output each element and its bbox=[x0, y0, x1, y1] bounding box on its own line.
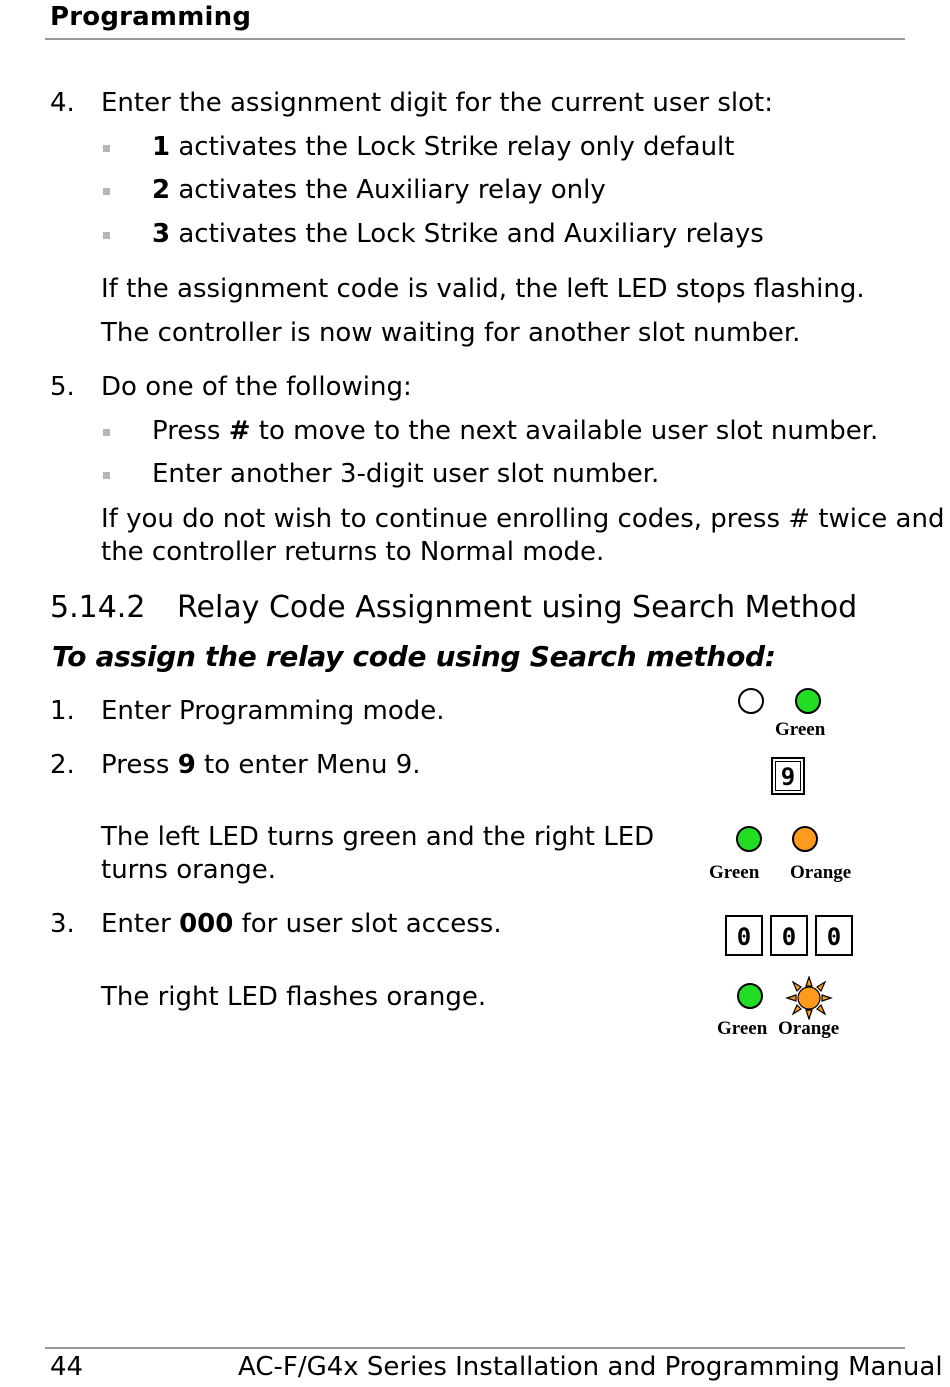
led-label: Green bbox=[775, 719, 826, 740]
led-flashing-orange-icon bbox=[784, 976, 834, 1020]
step-number: 1. bbox=[50, 696, 75, 726]
section-number: 5.14.2 bbox=[50, 590, 146, 625]
led-label: Green bbox=[717, 1018, 768, 1039]
keypad-key-icon: 0 bbox=[770, 915, 808, 956]
step-note: turns orange. bbox=[101, 855, 276, 885]
footer-rule bbox=[45, 1347, 905, 1349]
led-label: Orange bbox=[790, 862, 852, 883]
step-text: Press 9 to enter Menu 9. bbox=[101, 750, 421, 780]
page-number: 44 bbox=[50, 1352, 84, 1382]
step-note: The left LED turns green and the right LED bbox=[101, 822, 655, 852]
header-rule bbox=[45, 38, 905, 40]
bullet-marker bbox=[103, 472, 110, 479]
bullet-item: 2 activates the Auxiliary relay only bbox=[152, 175, 606, 205]
bullet-item: 3 activates the Lock Strike and Auxiliary relays bbox=[152, 219, 764, 249]
bullet-item: Enter another 3-digit user slot number. bbox=[152, 459, 660, 489]
procedure-heading: To assign the relay code using Search method: bbox=[52, 640, 776, 673]
section-heading bbox=[50, 590, 857, 625]
step-text: Do one of the following: bbox=[101, 372, 412, 402]
led-label: Green bbox=[709, 862, 760, 883]
step-number: 5. bbox=[50, 372, 75, 402]
led-green-icon bbox=[736, 826, 762, 852]
step-text: Enter Programming mode. bbox=[101, 696, 445, 726]
step-text: Enter the assignment digit for the current user slot: bbox=[101, 88, 774, 118]
bullet-marker bbox=[103, 429, 110, 436]
led-label: Orange bbox=[778, 1018, 840, 1039]
led-green-icon bbox=[795, 688, 821, 714]
bullet-item: 1 activates the Lock Strike relay only default bbox=[152, 132, 735, 162]
bullet-marker bbox=[103, 145, 110, 152]
bullet-item: Press # to move to the next available user slot number. bbox=[152, 416, 879, 446]
step-note: If the assignment code is valid, the left LED stops flashing. bbox=[101, 274, 865, 304]
bullet-marker bbox=[103, 188, 110, 195]
keypad-key-icon: 0 bbox=[815, 915, 853, 956]
step-text: Enter 000 for user slot access. bbox=[101, 909, 502, 939]
running-header: Programming bbox=[50, 2, 252, 32]
step-number: 2. bbox=[50, 750, 75, 780]
step-number: 3. bbox=[50, 909, 75, 939]
led-off-icon bbox=[738, 688, 764, 714]
keypad-key-icon: 0 bbox=[725, 915, 763, 956]
bullet-marker bbox=[103, 232, 110, 239]
section-title: Relay Code Assignment using Search Method bbox=[177, 590, 858, 625]
step-note: The controller is now waiting for another slot number. bbox=[101, 318, 801, 348]
footer-document-title: AC-F/G4x Series Installation and Programming Manual bbox=[238, 1352, 943, 1382]
keypad-key-icon: 9 bbox=[771, 757, 805, 795]
step-note: the controller returns to Normal mode. bbox=[101, 537, 605, 567]
led-green-icon bbox=[737, 983, 763, 1009]
step-note: The right LED flashes orange. bbox=[101, 982, 487, 1012]
step-number: 4. bbox=[50, 88, 75, 118]
step-note: If you do not wish to continue enrolling codes, press # twice and bbox=[101, 504, 945, 534]
led-orange-icon bbox=[792, 826, 818, 852]
